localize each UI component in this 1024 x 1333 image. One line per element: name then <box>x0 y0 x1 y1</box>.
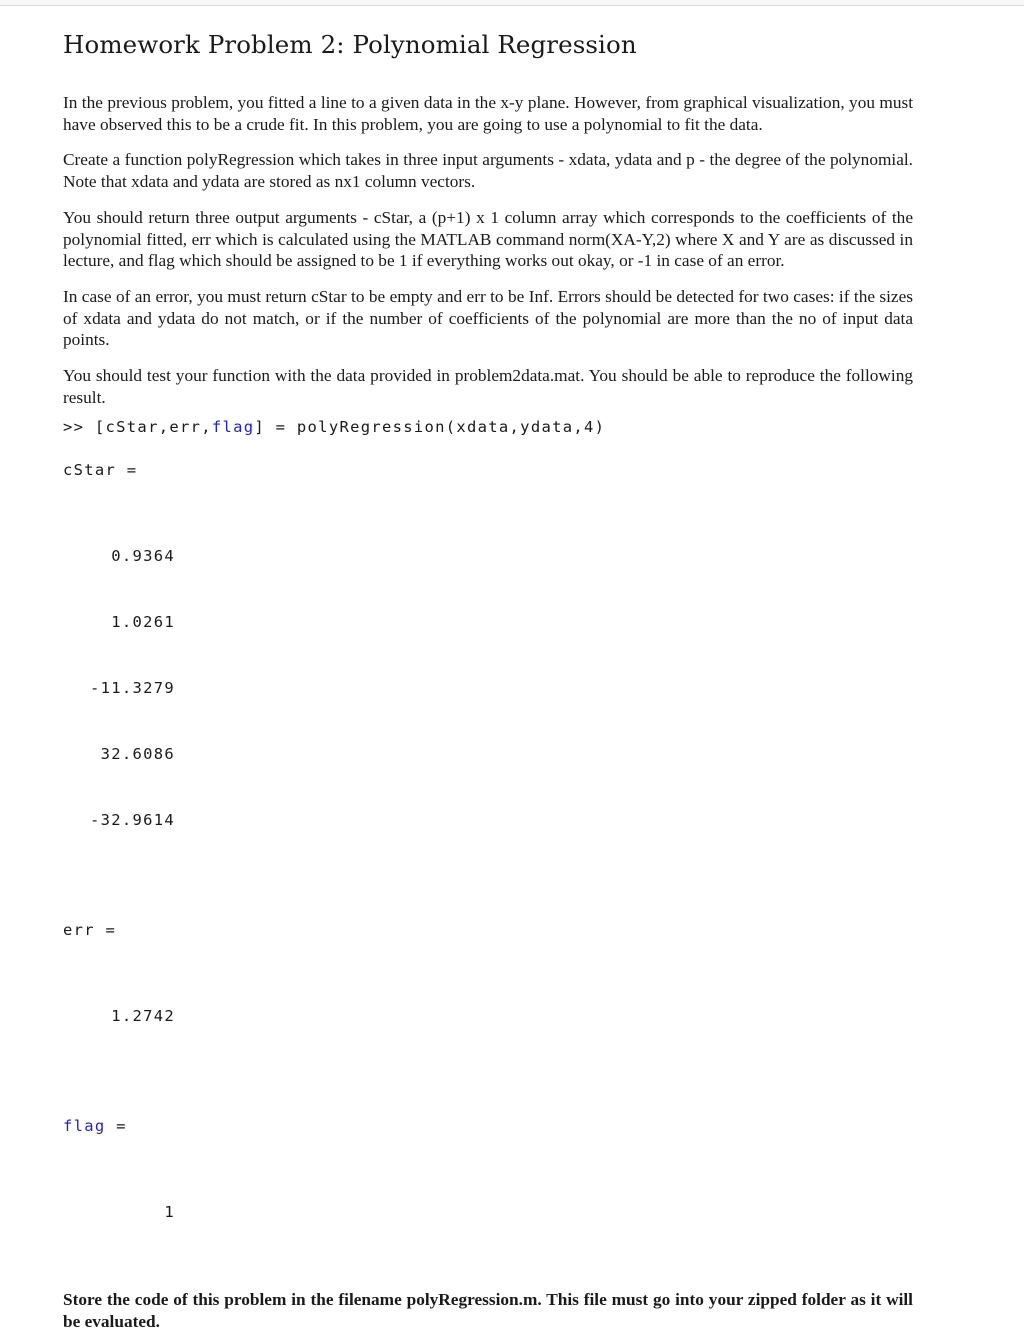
command-open: [cStar,err, <box>94 418 212 437</box>
cstar-value: 0.9364 <box>111 547 175 566</box>
flag-equals: = <box>105 1117 127 1136</box>
document-page <box>63 30 913 1333</box>
paragraph-function: Create a function polyRegression which takes in three input arguments - xdata, ydata and p - the degree of the polynomial. Note that xdata and ydata are stored as nx1 column vectors. <box>63 150 913 192</box>
paragraph-test: You should test your function with the data provided in problem2data.mat. You should be able to reproduce the following result. <box>63 366 913 407</box>
flag-value: 1 <box>164 1203 175 1222</box>
paragraph-errors: In case of an error, you must return cStar to be empty and err to be Inf. Errors should be detected for two cases: if the sizes of xdata and ydata do not match, or if the number of coefficients of the polynomial are more than the no of input data points. <box>63 286 913 350</box>
command-prompt: >> <box>63 418 95 437</box>
paragraph-outputs: You should return three output arguments - cStar, a (p+1) x 1 column array which corresponds to the coefficients of the polynomial fitted, err which is calculated using the MATLAB command norm(XA-Y,2) where X and Y are as discussed in lecture, and flag which should be assigned to be 1 if everything works out okay, or -1 in case of an error. <box>63 207 913 271</box>
command-rest: ] = polyRegression(xdata,ydata,4) <box>254 418 606 437</box>
page-title: Homework Problem 2: Polynomial Regression <box>63 30 637 59</box>
err-label: err = <box>63 921 117 940</box>
cstar-value: -11.3279 <box>89 679 175 698</box>
err-values <box>63 961 175 1071</box>
cstar-value: -32.9614 <box>89 811 175 830</box>
footer-instruction: Store the code of this problem in the filename polyRegression.m. This file must go into your zipped folder as it will be evaluated. <box>63 1290 913 1332</box>
flag-label <box>63 1115 913 1137</box>
matlab-command <box>63 416 913 438</box>
paragraph-intro: In the previous problem, you fitted a line to a given data in the x-y plane. However, from graphical visualization, you must have observed this to be a crude fit. In this problem, you are going to use a polynomial to fit the data. <box>63 93 913 134</box>
command-flag-keyword: flag <box>211 418 255 437</box>
cstar-value: 1.0261 <box>111 613 175 632</box>
top-border <box>0 0 1024 6</box>
flag-values <box>63 1157 175 1267</box>
cstar-value: 32.6086 <box>100 745 175 764</box>
cstar-values <box>63 501 175 875</box>
cstar-label: cStar = <box>63 461 138 480</box>
flag-keyword: flag <box>63 1117 106 1136</box>
err-value: 1.2742 <box>111 1007 175 1026</box>
